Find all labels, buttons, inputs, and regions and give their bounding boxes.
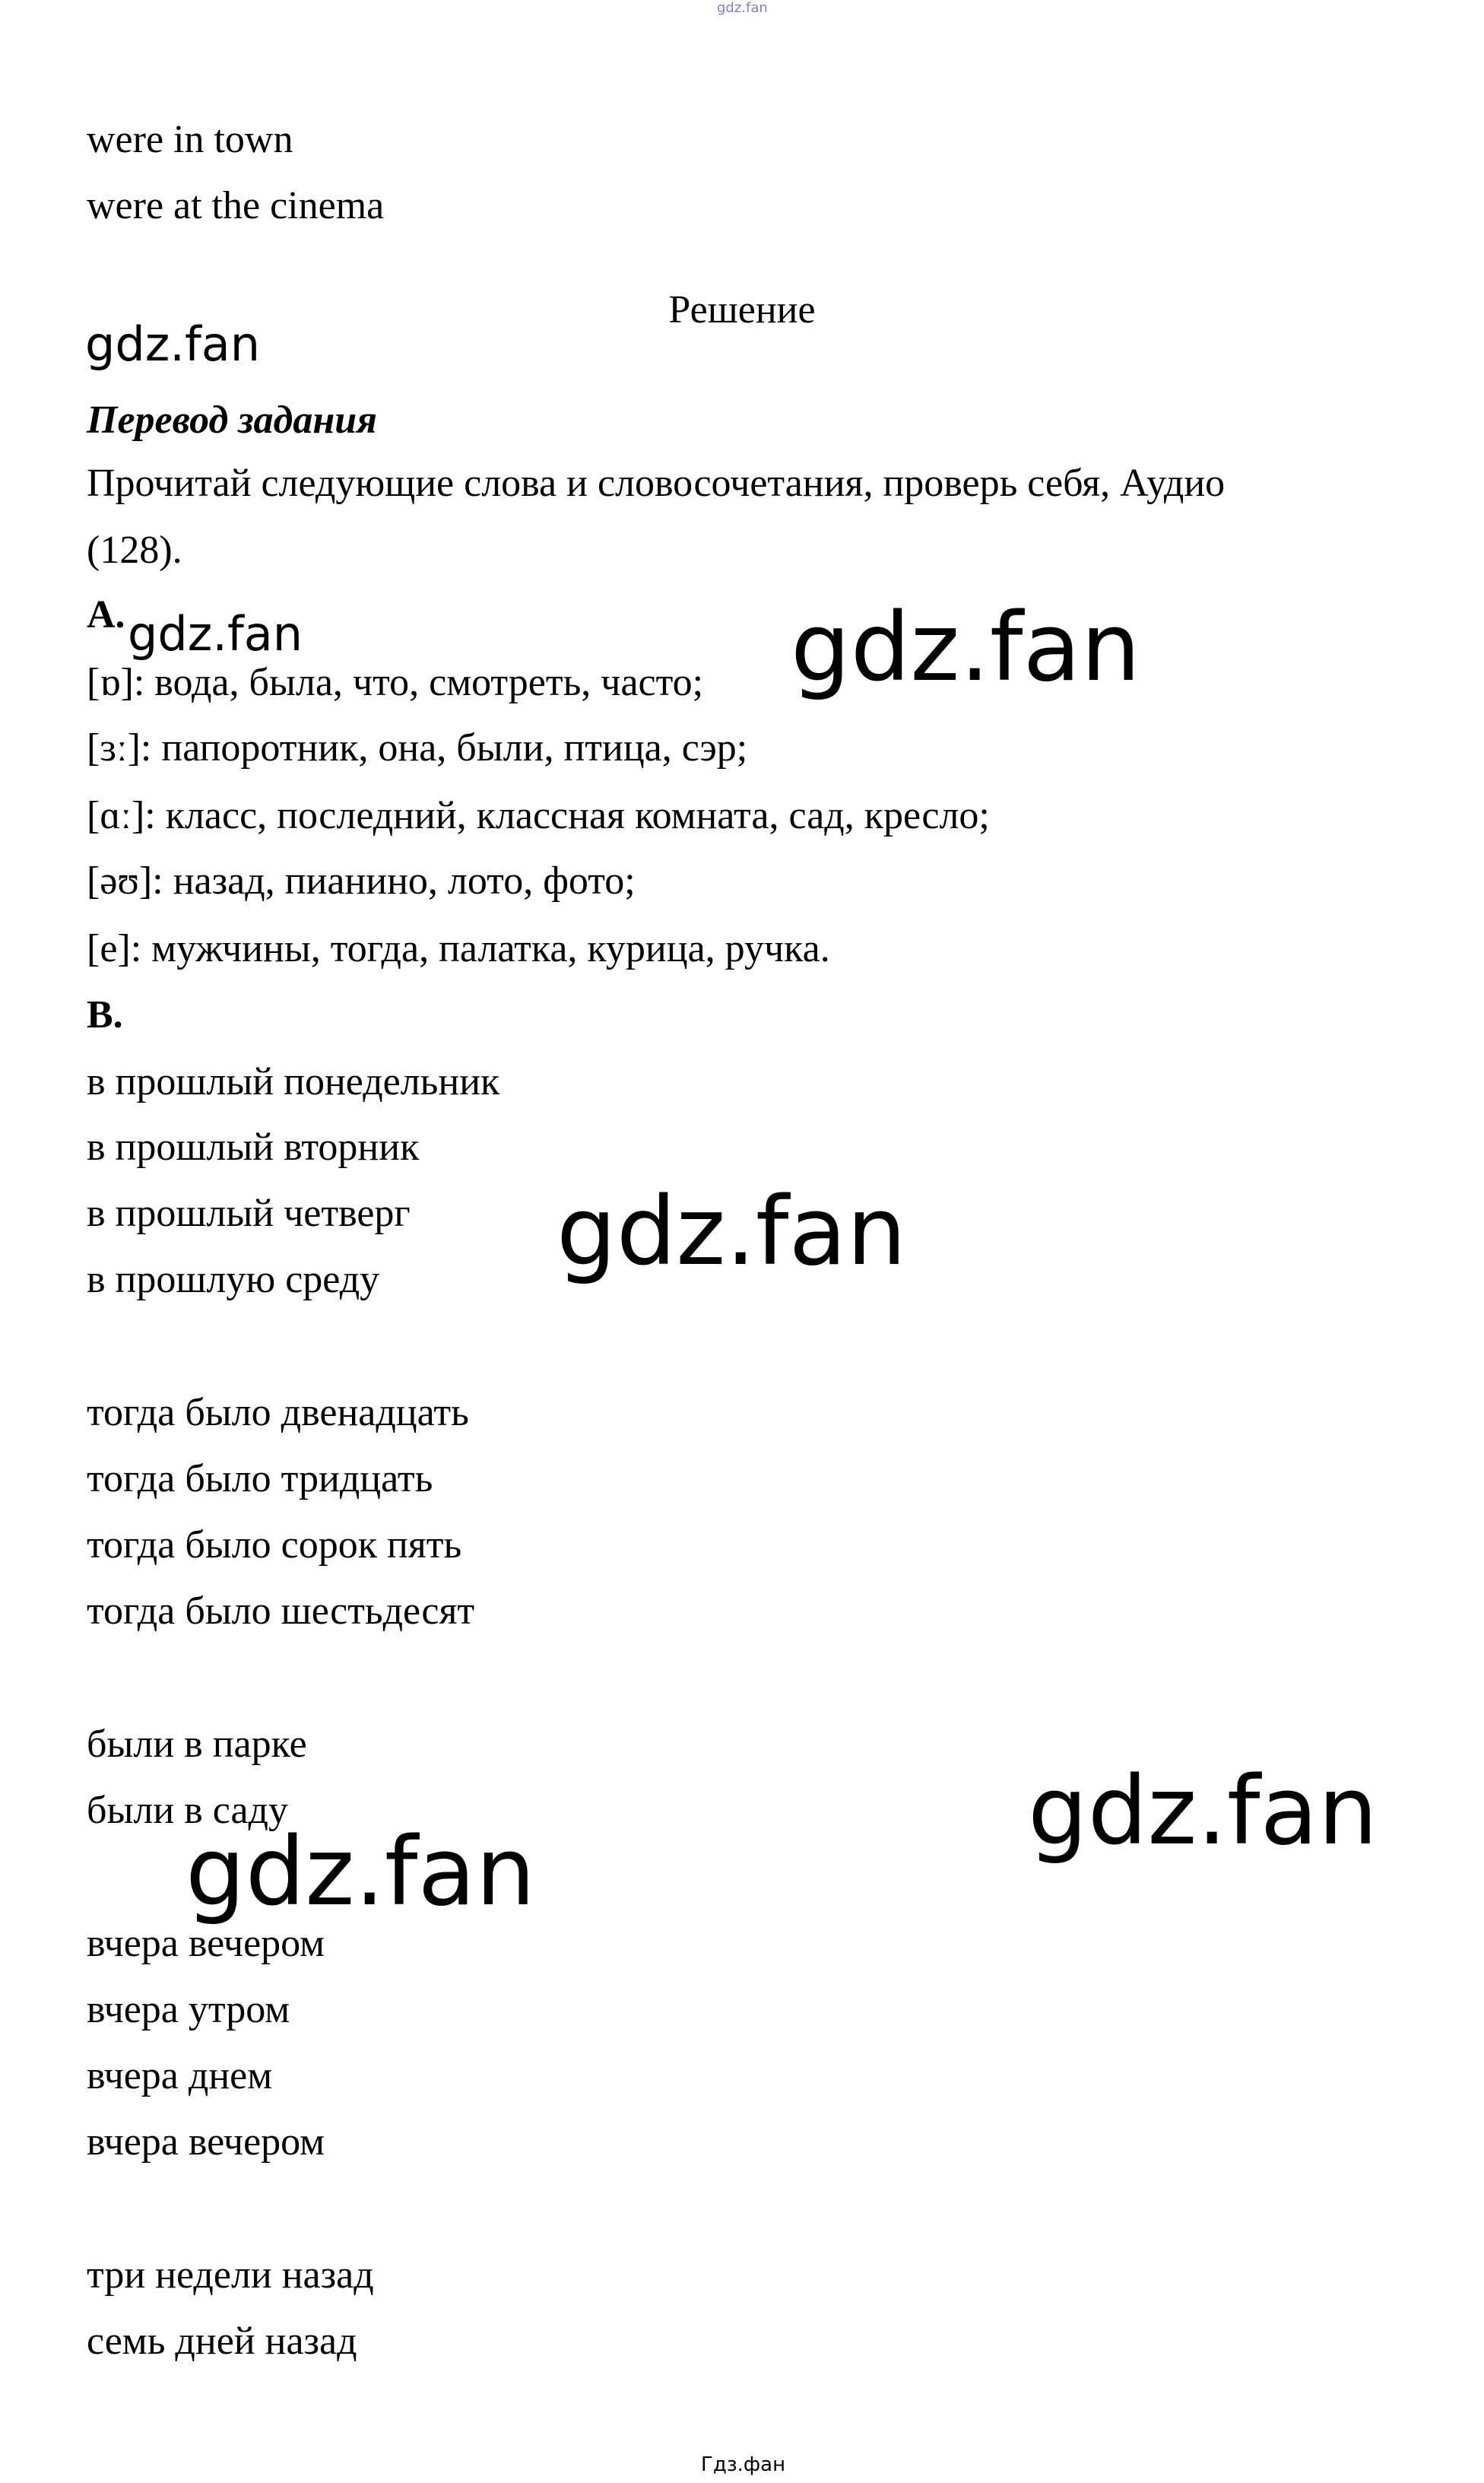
text-line: were in town: [87, 118, 293, 161]
watermark: gdz.fan: [85, 316, 261, 372]
solution-heading: Решение: [668, 288, 816, 332]
phrase-line: семь дней назад: [87, 2319, 357, 2363]
phrase-line: тогда было сорок пять: [87, 1523, 462, 1567]
phrase-line: тогда было шестьдесят: [87, 1589, 475, 1633]
phonetic-line: [ɑː]: класс, последний, классная комната, сад, кресло;: [87, 794, 990, 837]
phrase-line: три недели назад: [87, 2253, 374, 2297]
phrase-line: в прошлый вторник: [87, 1126, 420, 1169]
footer-mark: Гдз.фан: [701, 2453, 786, 2476]
watermark: gdz.fan: [791, 593, 1141, 703]
phrase-line: вчера утром: [87, 1988, 290, 2031]
phrase-line: тогда было тридцать: [87, 1457, 433, 1500]
phonetic-line: [əʊ]: назад, пианино, лото, фото;: [87, 859, 636, 903]
translation-heading: Перевод задания: [87, 398, 377, 442]
phonetic-line: [ɜː]: папоротник, она, были, птица, сэр;: [87, 726, 748, 770]
phrase-line: вчера вечером: [87, 1922, 325, 1965]
instruction-text: (128).: [87, 529, 182, 572]
watermark: gdz.fan: [556, 1177, 907, 1287]
phrase-line: в прошлую среду: [87, 1258, 380, 1301]
watermark: gdz.fan: [128, 606, 303, 662]
part-b-label: B.: [87, 993, 123, 1037]
phonetic-line: [ɒ]: вода, была, что, смотреть, часто;: [87, 661, 704, 704]
phrase-line: в прошлый четверг: [87, 1192, 411, 1235]
text-line: were at the cinema: [87, 184, 385, 227]
phrase-line: тогда было двенадцать: [87, 1391, 469, 1434]
watermark: gdz.fan: [1028, 1757, 1378, 1866]
phonetic-line: [e]: мужчины, тогда, палатка, курица, ручка.: [87, 927, 830, 970]
phrase-line: были в парке: [87, 1723, 307, 1766]
part-a-label: A.: [87, 593, 125, 637]
watermark: gdz.fan: [186, 1818, 536, 1927]
phrase-line: были в саду: [87, 1789, 288, 1832]
phrase-line: вчера вечером: [87, 2120, 325, 2164]
instruction-text: Прочитай следующие слова и словосочетания, проверь себя, Аудио: [87, 462, 1226, 505]
phrase-line: вчера днем: [87, 2054, 273, 2097]
header-watermark: gdz.fan: [717, 0, 768, 16]
phrase-line: в прошлый понедельник: [87, 1060, 500, 1103]
